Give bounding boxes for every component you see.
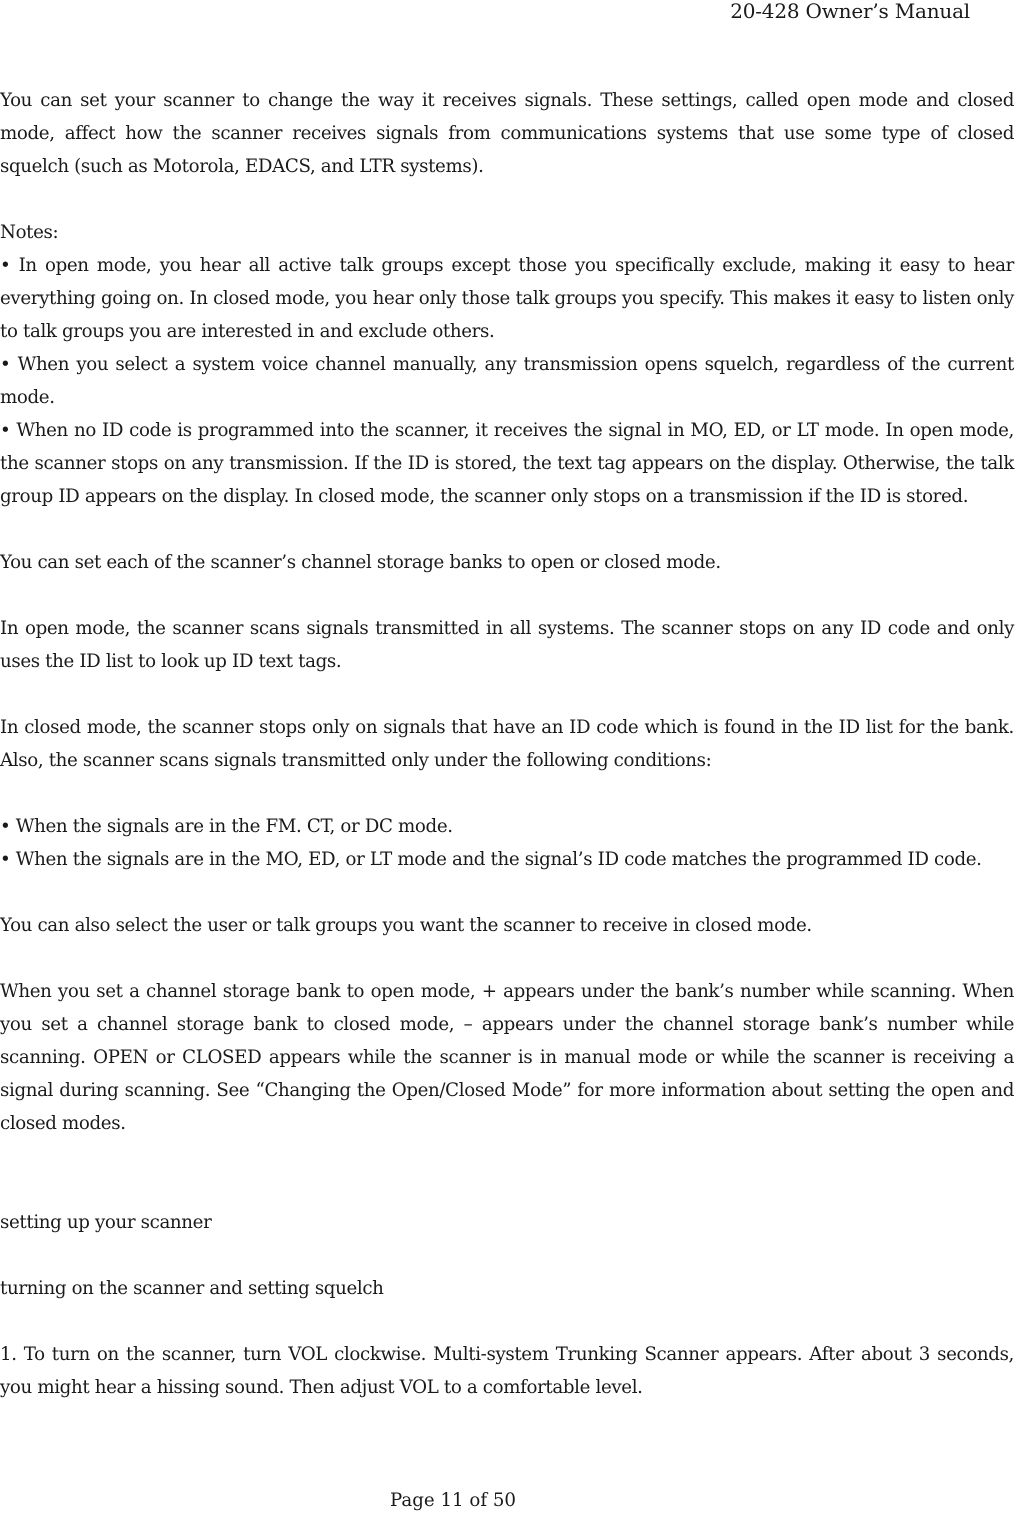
- paragraph-open-mode: In open mode, the scanner scans signals transmitted in all systems. The scanner stops on any ID code and only uses the ID list to look up ID text tags.: [0, 618, 1014, 672]
- notes-label: Notes:: [0, 222, 59, 243]
- document-header: 20-428 Owner’s Manual: [730, 0, 970, 23]
- paragraph-spacer: [0, 1239, 1014, 1272]
- paragraph-intro: You can set your scanner to change the way it receives signals. These settings, called open mode and closed mode, affect how the scanner receives signals from communications systems that use some type of closed squelch (such as Motorola, EDACS, and LTR systems).: [0, 90, 1014, 177]
- paragraph-spacer: [0, 942, 1014, 975]
- paragraph-banks: You can set each of the scanner’s channel storage banks to open or closed mode.: [0, 552, 721, 573]
- note-no-id-code: • When no ID code is programmed into the scanner, it receives the signal in MO, ED, or LT mode. In open mode, the scanner stops on any transmission. If the ID is stored, the text tag appears on the display. Otherwise, the talk group ID appears on the display. In closed mode, the scanner only stops on a transmission if the ID is stored.: [0, 420, 1014, 507]
- heading-setting-up: setting up your scanner: [0, 1212, 212, 1233]
- paragraph-spacer: [0, 678, 1014, 711]
- condition-mo-ed-lt: • When the signals are in the MO, ED, or LT mode and the signal’s ID code matches the programmed ID code.: [0, 849, 982, 870]
- heading-turning-on: turning on the scanner and setting squelch: [0, 1278, 384, 1299]
- note-manual-channel: • When you select a system voice channel manually, any transmission opens squelch, regardless of the current mode.: [0, 354, 1014, 408]
- step-1: 1. To turn on the scanner, turn VOL clockwise. Multi-system Trunking Scanner appears. After about 3 seconds, you might hear a hissing sound. Then adjust VOL to a comfortable level.: [0, 1344, 1014, 1398]
- document-body: [0, 84, 1014, 1404]
- paragraph-spacer: [0, 1305, 1014, 1338]
- paragraph-spacer: [0, 777, 1014, 810]
- paragraph-spacer: [0, 579, 1014, 612]
- paragraph-indicators: When you set a channel storage bank to open mode, + appears under the bank’s number while scanning. When you set a channel storage bank to closed mode, – appears under the channel storage bank’s number while scanning. OPEN or CLOSED appears while the scanner is in manual mode or while the scanner is receiving a signal during scanning. See “Changing the Open/Closed Mode” for more information about setting the open and closed modes.: [0, 981, 1014, 1134]
- section-spacer: [0, 1140, 1014, 1206]
- note-open-closed: • In open mode, you hear all active talk groups except those you specifically exclude, making it easy to hear everything going on. In closed mode, you hear only those talk groups you specify. This makes it easy to listen only to talk groups you are interested in and exclude others.: [0, 255, 1014, 342]
- page-number: Page 11 of 50: [390, 1490, 516, 1511]
- paragraph-spacer: [0, 183, 1014, 216]
- paragraph-closed-mode: In closed mode, the scanner stops only on signals that have an ID code which is found in the ID list for the bank. Also, the scanner scans signals transmitted only under the following conditions:: [0, 717, 1014, 771]
- paragraph-user-groups: You can also select the user or talk groups you want the scanner to receive in closed mode.: [0, 915, 812, 936]
- condition-fm-ct-dc: • When the signals are in the FM. CT, or DC mode.: [0, 816, 453, 837]
- paragraph-spacer: [0, 513, 1014, 546]
- paragraph-spacer: [0, 876, 1014, 909]
